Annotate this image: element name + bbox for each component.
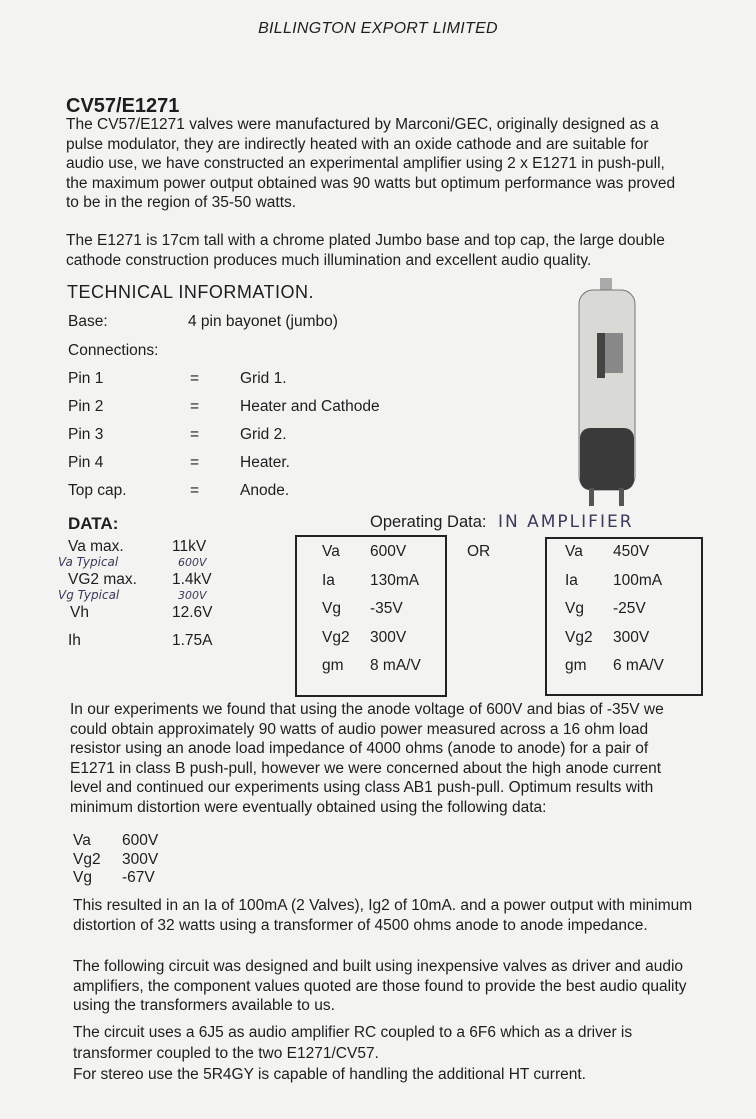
text-line: using the transformers available to us.	[73, 997, 335, 1015]
text-line: amplifiers, the component values quoted are those found to provide the best audio quality	[73, 977, 687, 995]
optimum-label: Va	[73, 832, 91, 849]
pin-function: Grid 2.	[240, 426, 287, 443]
operating-label: Ia	[322, 571, 335, 589]
pin-function: Grid 1.	[240, 370, 287, 387]
text-line: cathode construction produces much illumination and excellent audio quality.	[66, 251, 592, 269]
operating-heading: Operating Data:	[370, 513, 487, 531]
circuit-details-paragraph	[73, 1022, 632, 1085]
operating-value: 600V	[370, 543, 407, 560]
handwritten-note: IN AMPLIFIER	[498, 512, 634, 532]
pin-function: Anode.	[240, 482, 290, 499]
equals-sign: =	[190, 426, 200, 443]
operating-value: -35V	[370, 600, 403, 617]
equals-sign: =	[190, 454, 200, 471]
circuit-paragraph	[73, 957, 687, 1016]
optimum-value: 600V	[122, 832, 159, 849]
equals-sign: =	[190, 482, 200, 499]
operating-value: 6 mA/V	[613, 657, 664, 674]
equals-sign: =	[190, 398, 200, 415]
operating-value: 300V	[370, 628, 407, 646]
data-label: Ih	[68, 632, 81, 649]
connections-label: Connections:	[68, 342, 159, 359]
text-line: to be in the region of 35-50 watts.	[66, 194, 297, 212]
pin-label: Top cap.	[68, 482, 127, 499]
data-value: 11kV	[172, 538, 207, 555]
company-header: BILLINGTON EXPORT LIMITED	[258, 20, 498, 37]
operating-value: 100mA	[613, 571, 663, 589]
text-line: The following circuit was designed and built using inexpensive valves as driver and audio	[73, 958, 684, 975]
optimum-label: Vg	[73, 869, 92, 886]
handwritten-note: Vg Typical	[58, 588, 120, 602]
operating-value: 130mA	[370, 571, 420, 589]
handwritten-note: 600V	[178, 556, 207, 569]
data-label: Va max.	[68, 538, 124, 555]
data-value: 12.6V	[172, 604, 213, 621]
handwritten-note: 300V	[178, 589, 207, 602]
handwritten-note: Va Typical	[58, 555, 119, 569]
operating-label: Va	[322, 543, 340, 560]
operating-value: 8 mA/V	[370, 657, 421, 674]
pin-label: Pin 4	[68, 454, 104, 471]
description-paragraph	[66, 231, 665, 270]
data-heading: DATA:	[68, 514, 119, 533]
intro-paragraph	[66, 115, 675, 213]
text-line: the maximum power output obtained was 90 watts but optimum performance was proved	[66, 174, 676, 192]
technical-heading: TECHNICAL INFORMATION.	[67, 282, 315, 302]
text-line: resistor using an anode load impedance of 4000 ohms (anode to anode) for a pair of	[70, 740, 649, 758]
data-label: VG2 max.	[68, 571, 137, 588]
operating-label: gm	[565, 657, 587, 674]
base-label: Base:	[68, 313, 108, 330]
experiments-paragraph	[70, 700, 664, 818]
operating-label: gm	[322, 657, 344, 674]
text-line: The E1271 is 17cm tall with a chrome plated Jumbo base and top cap, the large double	[66, 232, 665, 249]
optimum-label: Vg2	[73, 850, 101, 868]
text-line: This resulted in an Ia of 100mA (2 Valves), Ig2 of 10mA. and a power output with minimum	[73, 897, 693, 914]
operating-label: Vg2	[322, 628, 350, 646]
data-value: 1.75A	[172, 632, 213, 649]
text-line: could obtain approximately 90 watts of audio power measured across a 16 ohm load	[70, 720, 649, 738]
operating-label: Vg2	[565, 628, 593, 646]
operating-value: 300V	[613, 628, 650, 646]
text-line: level and continued our experiments using class AB1 push-pull. Optimum results with	[70, 779, 654, 797]
optimum-value: 300V	[122, 850, 159, 868]
result-paragraph	[73, 896, 692, 935]
or-label: OR	[467, 543, 491, 560]
text-line: audio use, we have constructed an experimental amplifier using 2 x E1271 in push-pull,	[66, 155, 665, 173]
text-line: The CV57/E1271 valves were manufactured by Marconi/GEC, originally designed as a	[66, 116, 659, 133]
text-line: The circuit uses a 6J5 as audio amplifier RC coupled to a 6F6 which as a driver is	[73, 1024, 633, 1041]
document-title: CV57/E1271	[66, 95, 180, 117]
data-label: Vh	[70, 604, 89, 621]
pin-function: Heater.	[240, 454, 290, 471]
pin-function: Heater and Cathode	[240, 398, 380, 415]
text-line: For stereo use the 5R4GY is capable of handling the additional HT current.	[73, 1066, 586, 1083]
text-line: E1271 in class B push-pull, however we were concerned about the high anode current	[70, 759, 662, 777]
text-line: transformer coupled to the two E1271/CV57.	[73, 1045, 379, 1062]
operating-label: Vg	[322, 600, 341, 617]
operating-label: Vg	[565, 600, 584, 617]
data-value: 1.4kV	[172, 571, 212, 588]
equals-sign: =	[190, 370, 200, 387]
text-line: minimum distortion were eventually obtained using the following data:	[70, 798, 547, 816]
pin-label: Pin 1	[68, 370, 104, 387]
text-line: In our experiments we found that using the anode voltage of 600V and bias of -35V we	[70, 701, 664, 718]
text-line: distortion of 32 watts using a transformer of 4500 ohms anode to anode impedance.	[73, 916, 648, 934]
pin-label: Pin 3	[68, 426, 104, 443]
operating-label: Ia	[565, 571, 578, 589]
base-value: 4 pin bayonet (jumbo)	[188, 313, 338, 330]
pin-label: Pin 2	[68, 398, 104, 415]
text-line: pulse modulator, they are indirectly heated with an oxide cathode and are suitable for	[66, 135, 649, 153]
operating-label: Va	[565, 543, 583, 560]
optimum-value: -67V	[122, 869, 155, 886]
operating-value: 450V	[613, 543, 650, 560]
operating-value: -25V	[613, 600, 646, 617]
valve-illustration	[567, 278, 647, 513]
